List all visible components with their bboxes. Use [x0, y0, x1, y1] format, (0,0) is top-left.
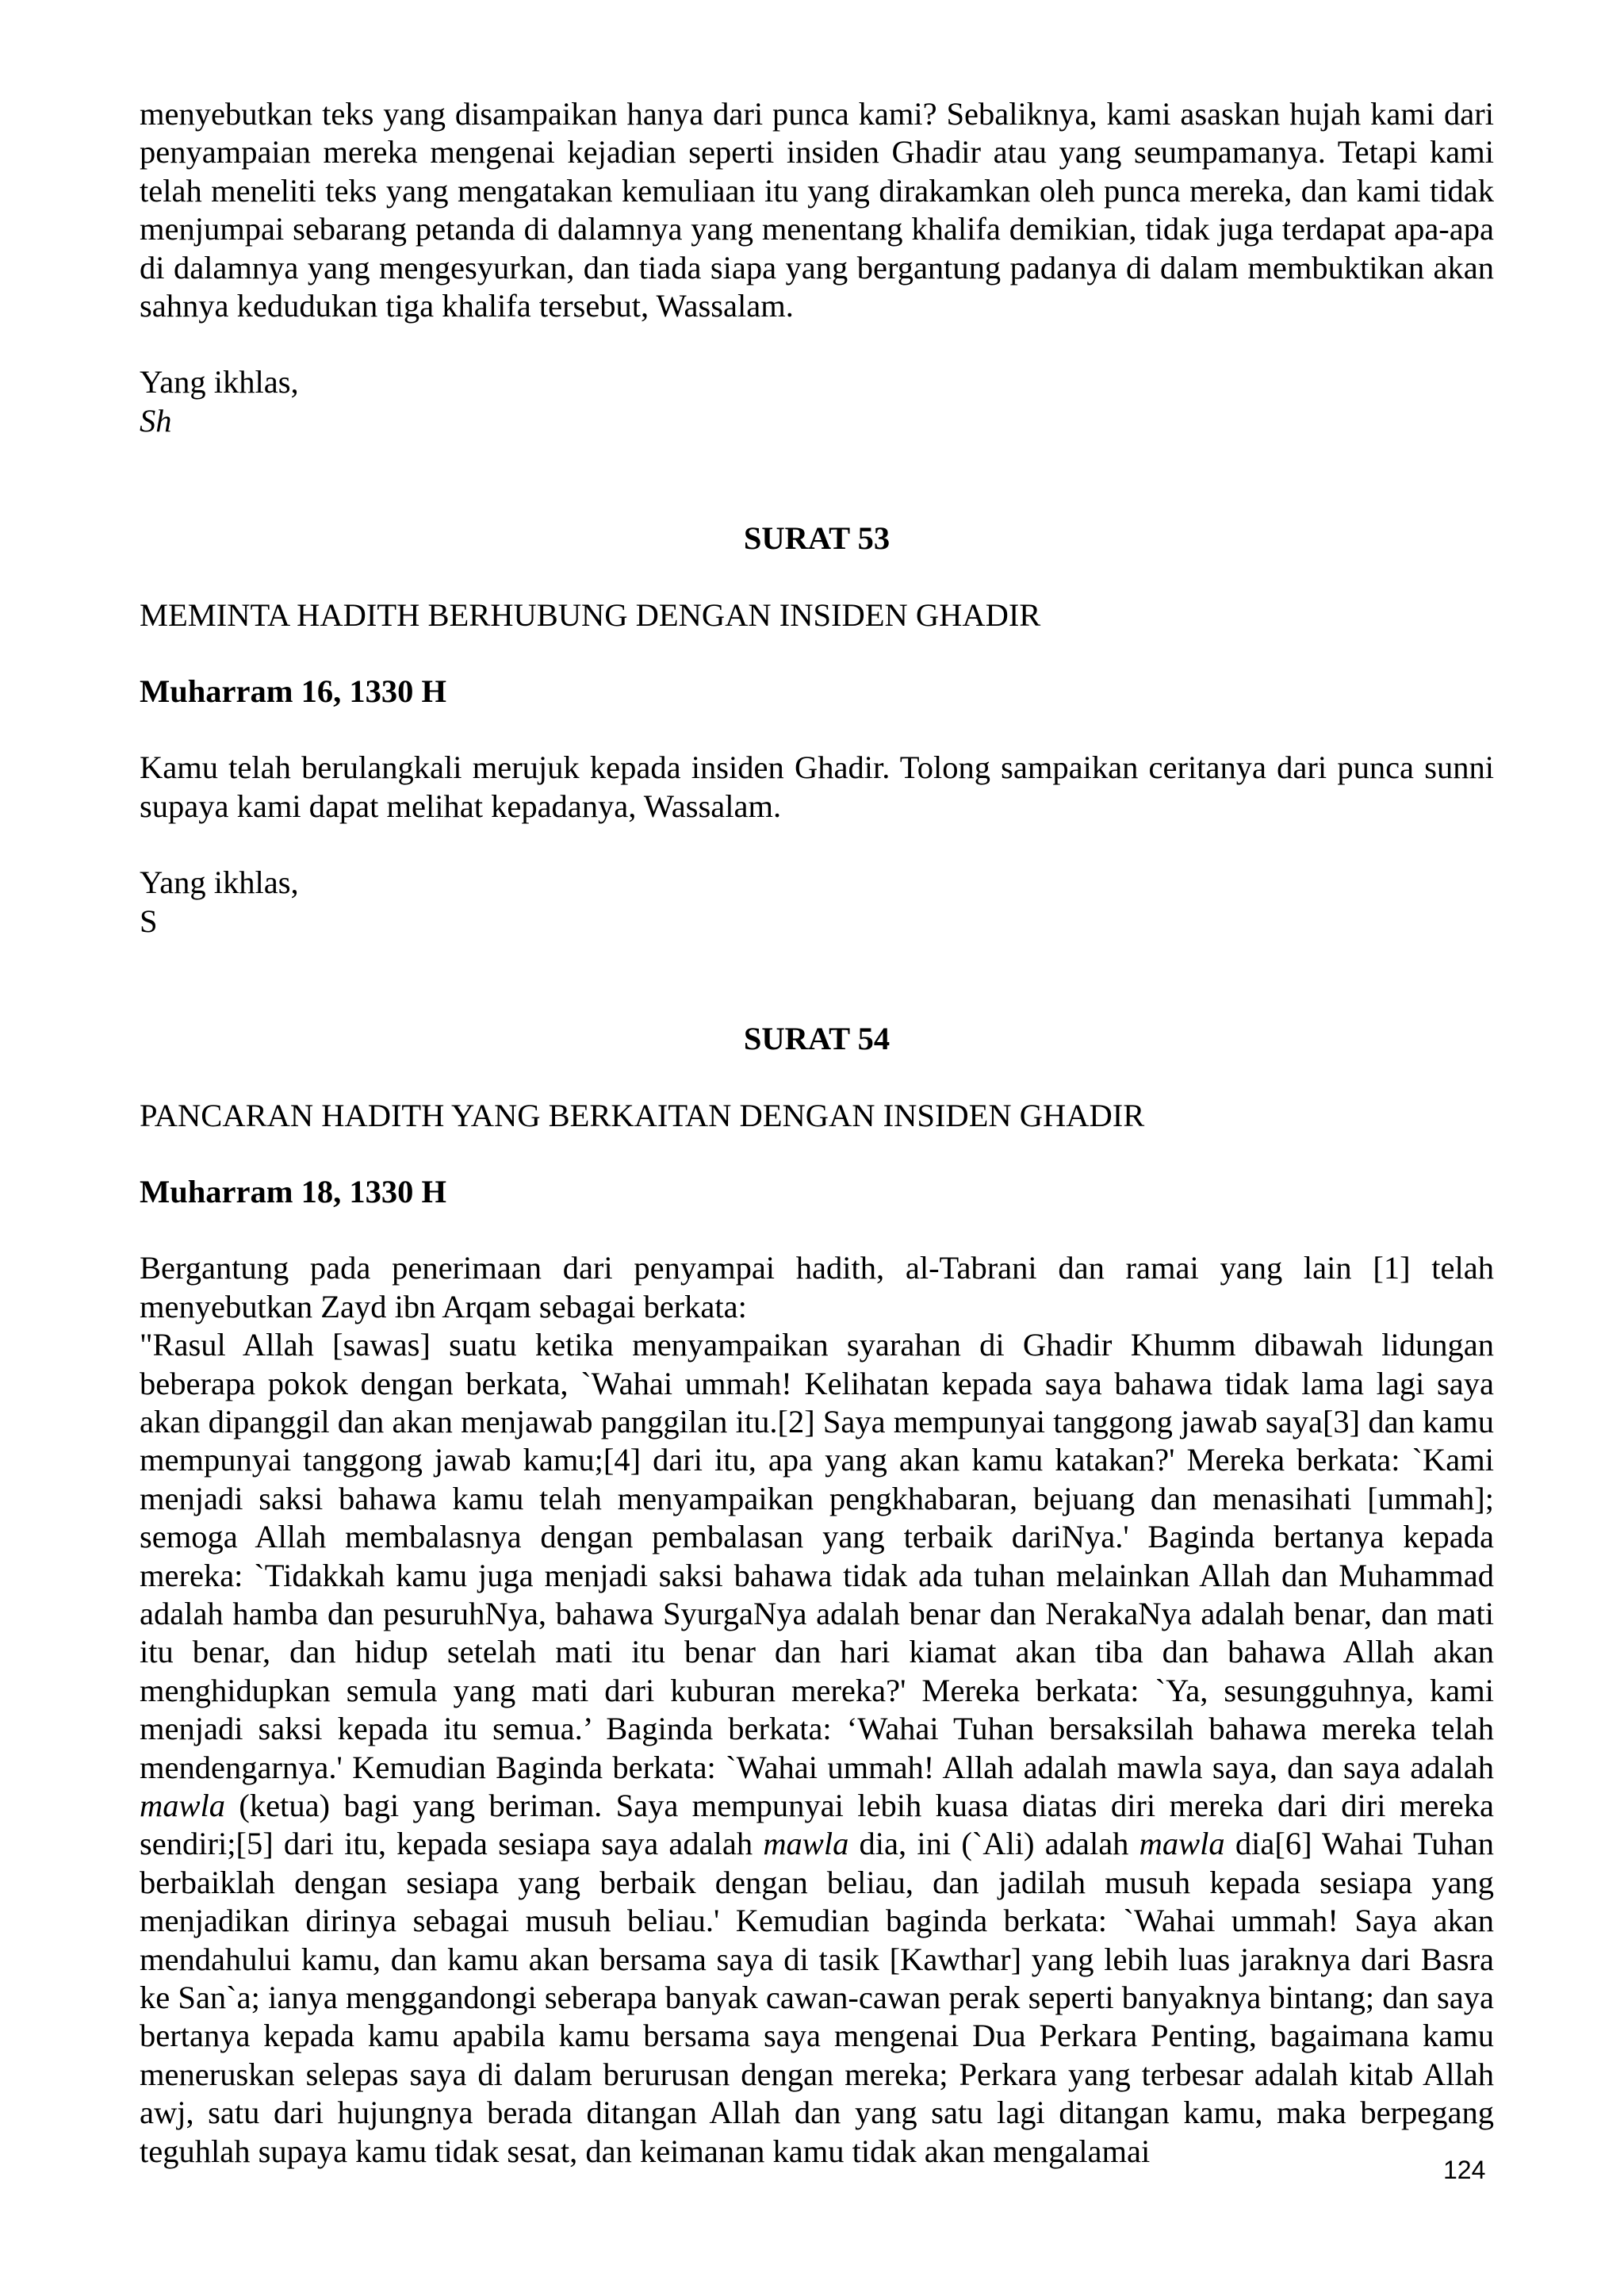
quote-part-4: dia[6] Wahai Tuhan berbaiklah dengan sesiapa yang berbaik dengan beliau, dan jadilah musuh kepada sesiapa yang menjadikan dirinya sebagai musuh beliau.' Kemudian baginda berkata: `Wahai ummah! Saya akan mendahului kamu, dan kamu akan bersama saya di tasik [Kawthar] yang lebih luas jaraknya dari Basra ke San`a; ianya menggandongi seberapa banyak cawan-cawan perak seperti banyaknya bintang; dan saya bertanya kepada kamu apabila kamu bersama saya mengenai Dua Perkara Penting, bagaimana kamu meneruskan selepas saya di dalam berurusan dengan mereka; Perkara yang terbesar adalah kitab Allah awj, satu dari hujungnya berada ditangan Allah dan yang satu lagi ditangan kamu, maka berpegang teguhlah supaya kamu tidak sesat, dan keimanan kamu tidak akan mengalamai: [140, 1826, 1495, 2169]
letter53-signature: S: [140, 903, 158, 939]
letter54-intro: Bergantung pada penerimaan dari penyampai hadith, al-Tabrani dan ramai yang lain [1] telah menyebutkan Zayd ibn Arqam sebagai berkata:: [140, 1250, 1494, 1324]
intro-paragraph: menyebutkan teks yang disampaikan hanya dari punca kami? Sebaliknya, kami asaskan hujah kami dari penyampaian mereka mengenai kejadian seperti insiden Ghadir atau yang seumpamanya. Tetapi kami telah meneliti teks yang mengatakan kemuliaan itu yang dirakamkan oleh punca mereka, dan kami tidak menjumpai sebarang petanda di dalamnya yang menentang khalifa demikian, tidak juga terdapat apa-apa di dalamnya yang mengesyurkan, dan tiada siapa yang bergantung padanya di dalam membuktikan akan sahnya kedudukan tiga khalifa tersebut, Wassalam.: [140, 96, 1494, 324]
letter53-heading: SURAT 53: [743, 520, 891, 557]
letter53-subject: MEMINTA HADITH BERHUBUNG DENGAN INSIDEN GHADIR: [140, 596, 1041, 633]
quote-part-2: (ketua) bagi yang beriman. Saya mempunyai lebih kuasa diatas diri mereka dari diri mereka sendiri;[5] dari itu, kepada sesiapa saya adalah: [140, 1788, 1494, 1862]
quote-part-1: "Rasul Allah [sawas] suatu ketika menyampaikan syarahan di Ghadir Khumm dibawah lidungan beberapa pokok dengan berkata, `Wahai ummah! Kelihatan kepada saya bahawa tidak lama lagi saya akan dipanggil dan akan menjawab panggilan itu.[2] Saya mempunyai tanggong jawab saya[3] dan kamu mempunyai tanggong jawab kamu;[4] dari itu, apa yang akan kamu katakan?' Mereka berkata: `Kami menjadi saksi bahawa kamu telah menyampaikan pengkhabaran, bejuang dan menasihati [ummah]; semoga Allah membalasnya dengan pembalasan yang terbaik dariNya.' Baginda bertanya kepada mereka: `Tidakkah kamu juga menjadi saksi bahawa tidak ada tuhan melainkan Allah dan Muhammad adalah hamba dan pesuruhNya, bahawa SyurgaNya adalah benar dan NerakaNya adalah benar, dan mati itu benar, dan hidup setelah mati itu benar dan hari kiamat akan tiba dan bahawa Allah akan menghidupkan semula yang mati dari kuburan mereka?' Mereka berkata: `Ya, sesungguhnya, kami menjadi saksi kepada itu semua.’ Baginda berkata: ‘Wahai Tuhan bersaksilah bahawa mereka telah mendengarnya.' Kemudian Baginda berkata: `Wahai ummah! Allah adalah mawla saya, dan saya adalah: [140, 1327, 1494, 1785]
quote-mawla-2: mawla: [763, 1826, 849, 1862]
letter54-heading: SURAT 54: [743, 1021, 891, 1057]
letter54-date: Muharram 18, 1330 H: [140, 1173, 446, 1209]
letter53-body: Kamu telah berulangkali merujuk kepada insiden Ghadir. Tolong sampaikan ceritanya dari punca sunni supaya kami dapat melihat kepadanya, Wassalam.: [140, 749, 1494, 824]
intro-closing: Yang ikhlas,: [140, 364, 299, 401]
document-page: [140, 95, 1494, 2171]
quote-mawla-1: mawla: [140, 1788, 226, 1823]
page-number: 124: [1443, 2156, 1486, 2184]
intro-signature: [140, 402, 1494, 440]
quote-mawla-3: mawla: [1139, 1826, 1225, 1862]
letter53-date: Muharram 16, 1330 H: [140, 673, 446, 710]
intro-signature-text: Sh: [140, 402, 172, 439]
letter54-quote: [140, 1326, 1494, 2171]
letter53-closing: Yang ikhlas,: [140, 864, 299, 901]
quote-part-3: dia, ini (`Ali) adalah: [848, 1826, 1139, 1862]
letter54-subject: PANCARAN HADITH YANG BERKAITAN DENGAN INSIDEN GHADIR: [140, 1097, 1145, 1133]
